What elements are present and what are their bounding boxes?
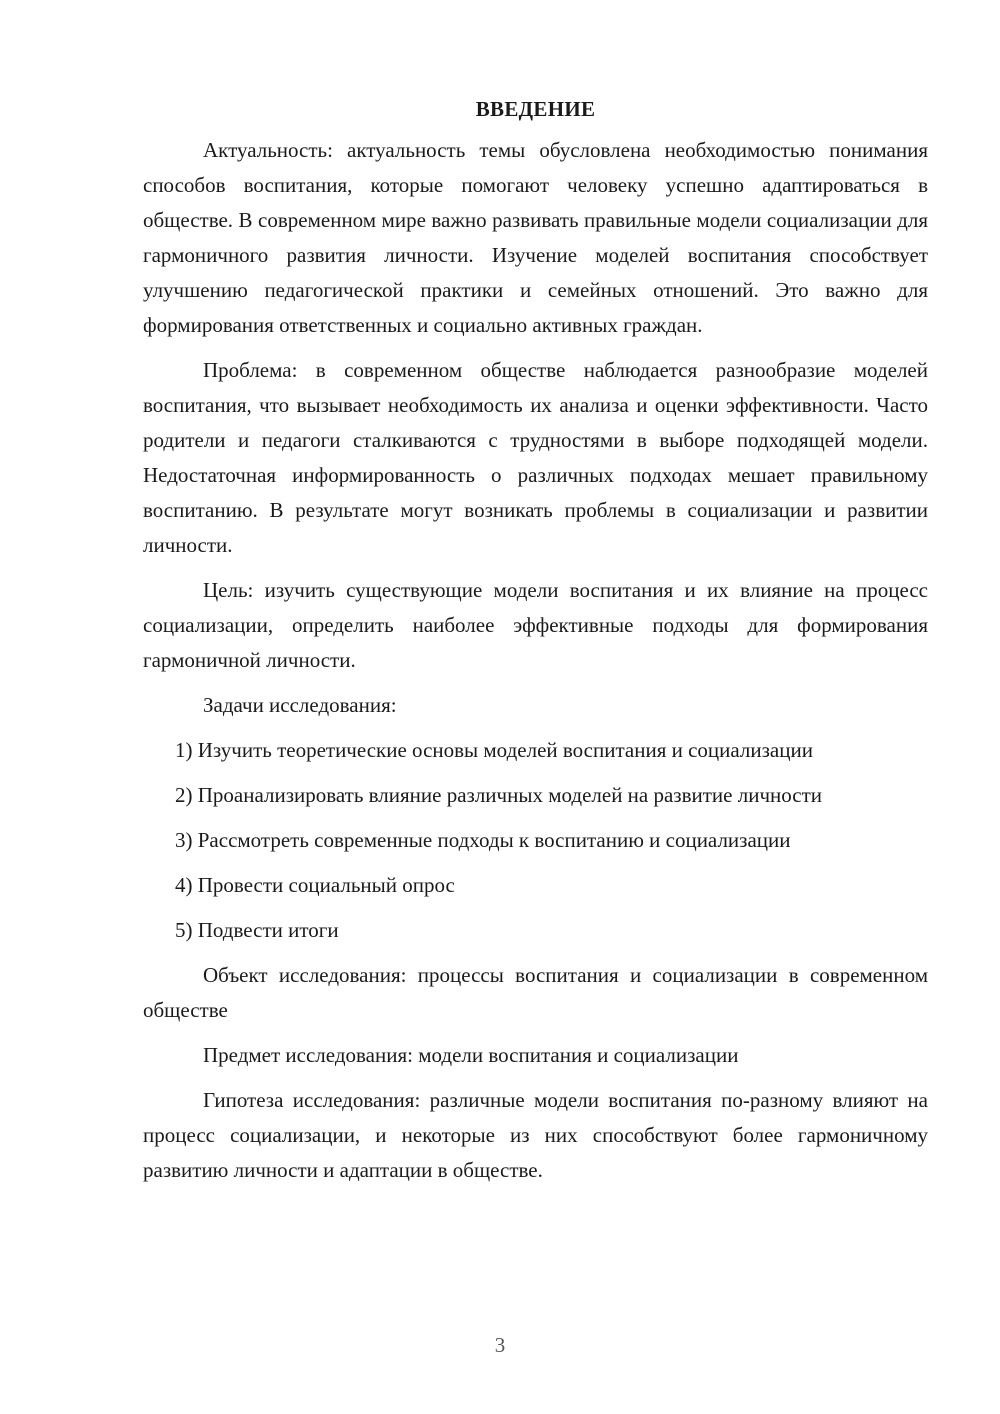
list-item: 5) Подвести итоги bbox=[175, 918, 339, 942]
paragraph-hypothesis: Гипотеза исследования: различные модели воспитания по-разному влияют на процесс социализации, и некоторые из них способствуют более гармоничному развитию личности и адаптации в обществе. bbox=[143, 1088, 928, 1182]
paragraph-goal: Цель: изучить существующие модели воспитания и их влияние на процесс социализации, определить наиболее эффективные подходы для формирования гармоничной личности. bbox=[143, 578, 928, 672]
list-item: 1) Изучить теоретические основы моделей воспитания и социализации bbox=[175, 738, 813, 762]
document-page bbox=[143, 92, 928, 1198]
list-item: 3) Рассмотреть современные подходы к воспитанию и социализации bbox=[175, 828, 791, 852]
paragraph-problem: Проблема: в современном обществе наблюдается разнообразие моделей воспитания, что вызывает необходимость их анализа и оценки эффективности. Часто родители и педагоги сталкиваются с трудностями в выборе подходящей модели. Недостаточная информированность о различных подходах мешает правильному воспитанию. В результате могут возникать проблемы в социализации и развитии личности. bbox=[143, 358, 928, 557]
tasks-heading: Задачи исследования: bbox=[203, 693, 397, 717]
page-title: ВВЕДЕНИЕ bbox=[475, 97, 596, 121]
paragraph-relevance: Актуальность: актуальность темы обусловлена необходимостью понимания способов воспитания, которые помогают человеку успешно адаптироваться в обществе. В современном мире важно развивать правильные модели социализации для гармоничного развития личности. Изучение моделей воспитания способствует улучшению педагогической практики и семейных отношений. Это важно для формирования ответственных и социально активных граждан. bbox=[143, 138, 928, 337]
paragraph-subject: Предмет исследования: модели воспитания и социализации bbox=[203, 1043, 739, 1067]
page-number: 3 bbox=[494, 1333, 506, 1357]
list-item: 4) Провести социальный опрос bbox=[175, 873, 455, 897]
paragraph-object: Объект исследования: процессы воспитания и социализации в современном обществе bbox=[143, 963, 928, 1022]
list-item: 2) Проанализировать влияние различных моделей на развитие личности bbox=[175, 783, 823, 807]
